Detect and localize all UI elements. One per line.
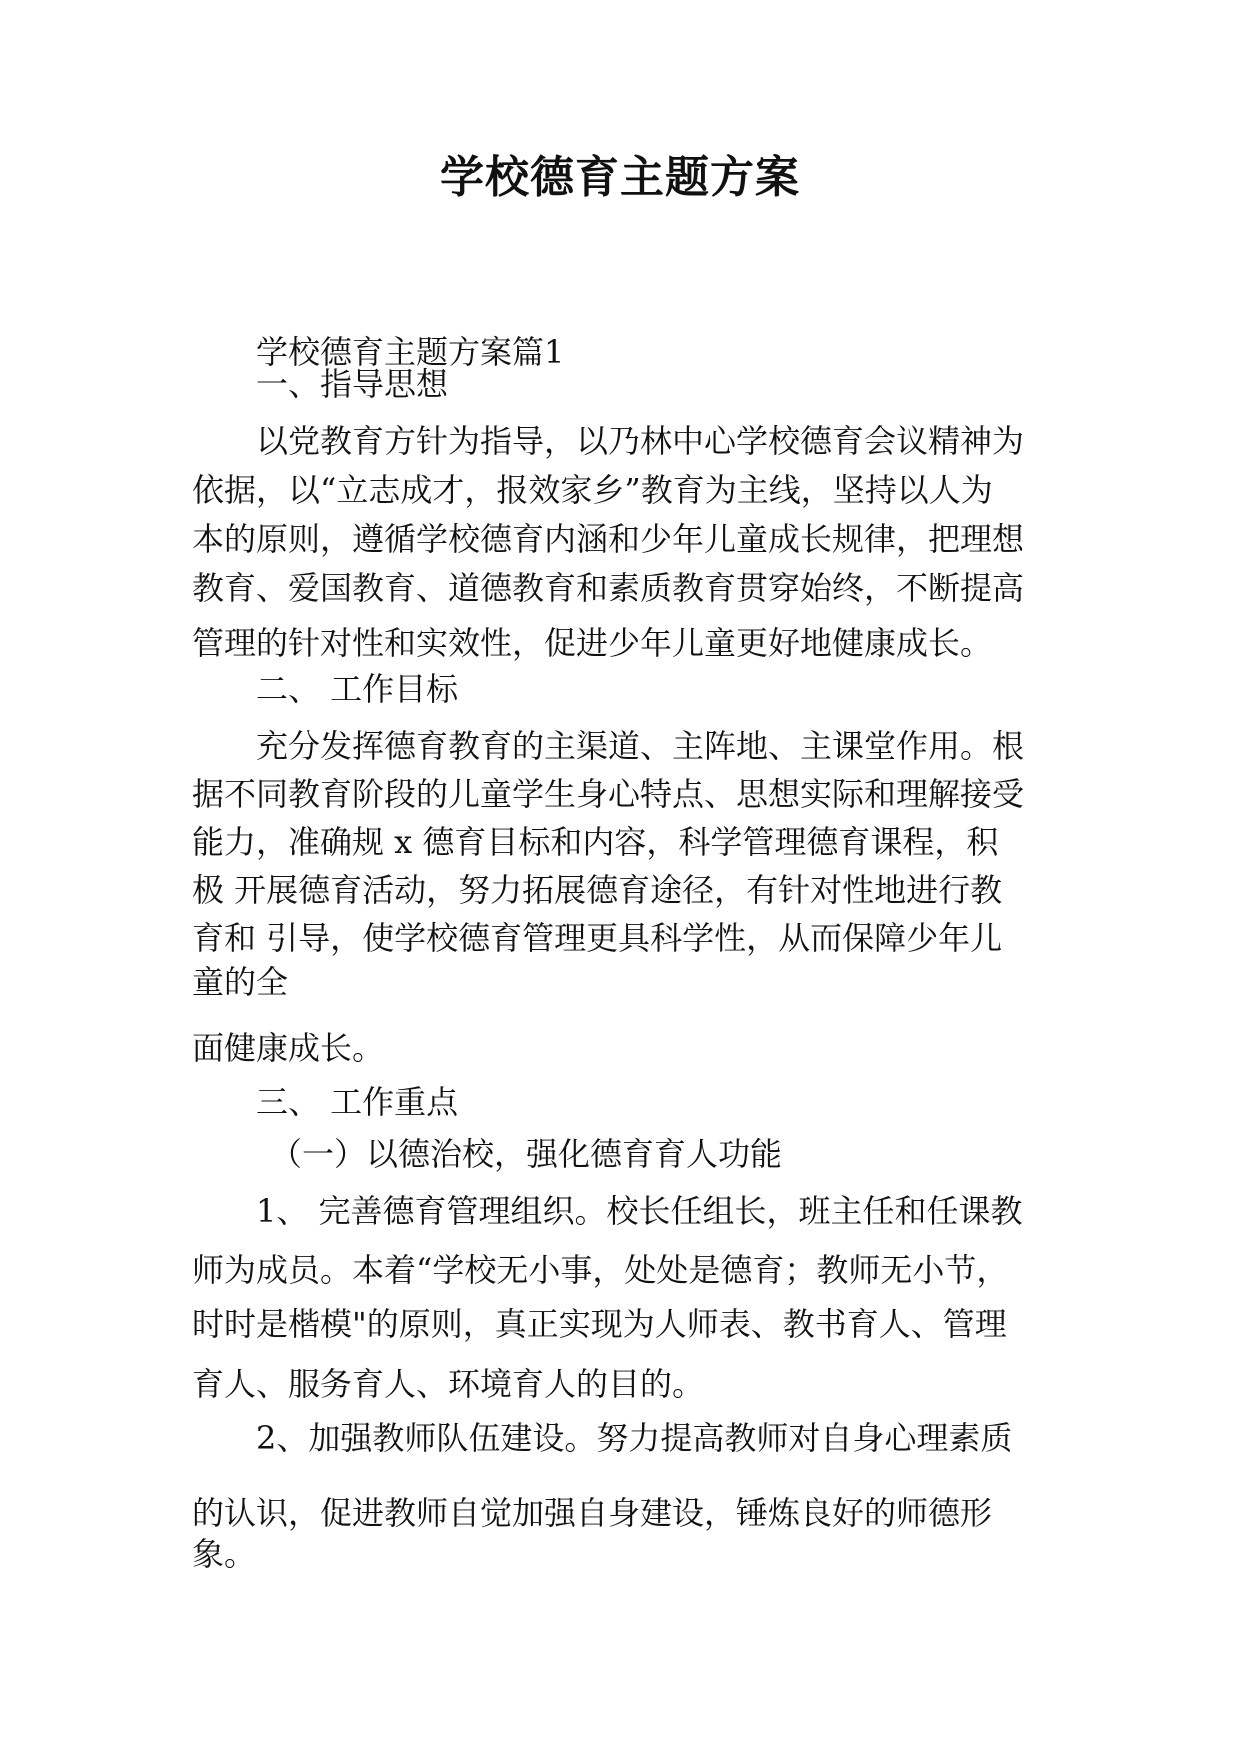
paragraph-line: 面健康成长。: [192, 1029, 385, 1067]
paragraph-line: 师为成员。本着“学校无小事，处处是德育；教师无小节，: [192, 1251, 1009, 1289]
paragraph-line: 1、 完善德育管理组织。校长任组长，班主任和任课教: [256, 1192, 1023, 1230]
paragraph-line: 以党教育方针为指导，以乃林中心学校德育会议精神为: [256, 422, 1025, 460]
paragraph-line: 2、加强教师队伍建设。努力提高教师对自身心理素质: [256, 1419, 1013, 1457]
section-heading: 学校德育主题方案篇1: [256, 333, 565, 371]
paragraph-line: 依据，以“立志成才，报效家乡”教育为主线，坚持以人为: [192, 471, 993, 509]
paragraph-line: 管理的针对性和实效性，促进少年儿童更好地健康成长。: [192, 624, 993, 662]
section-heading: 三、 工作重点: [256, 1083, 459, 1121]
section-heading: 二、 工作目标: [256, 670, 459, 708]
paragraph-line: 本的原则，遵循学校德育内涵和少年儿童成长规律，把理想: [192, 520, 1025, 558]
paragraph-line: 育和 引导，使学校德育管理更具科学性，从而保障少年儿: [192, 919, 1003, 957]
paragraph-line: 童的全: [192, 963, 289, 1001]
paragraph-line: 据不同教育阶段的儿童学生身心特点、思想实际和理解接受: [192, 775, 1025, 813]
section-heading: 一、指导思想: [256, 365, 449, 403]
subsection-heading: （一）以德治校，强化德育育人功能: [270, 1135, 783, 1173]
paragraph-line: 时时是楷模"的原则，真正实现为人师表、教书育人、管理: [192, 1305, 1007, 1343]
paragraph-line: 能力，准确规 x 德育目标和内容，科学管理德育课程，积: [192, 823, 999, 861]
paragraph-line: 极 开展德育活动，努力拓展德育途径，有针对性地进行教: [192, 871, 1003, 909]
paragraph-line: 充分发挥德育教育的主渠道、主阵地、主课堂作用。根: [256, 727, 1025, 765]
paragraph-line: 象。: [192, 1535, 257, 1573]
paragraph-line: 教育、爱国教育、道德教育和素质教育贯穿始终，不断提高: [192, 569, 1025, 607]
document-title: 学校德育主题方案: [440, 152, 800, 203]
paragraph-line: 育人、服务育人、环境育人的目的。: [192, 1365, 705, 1403]
paragraph-line: 的认识，促进教师自觉加强自身建设，锤炼良好的师德形: [192, 1494, 993, 1532]
